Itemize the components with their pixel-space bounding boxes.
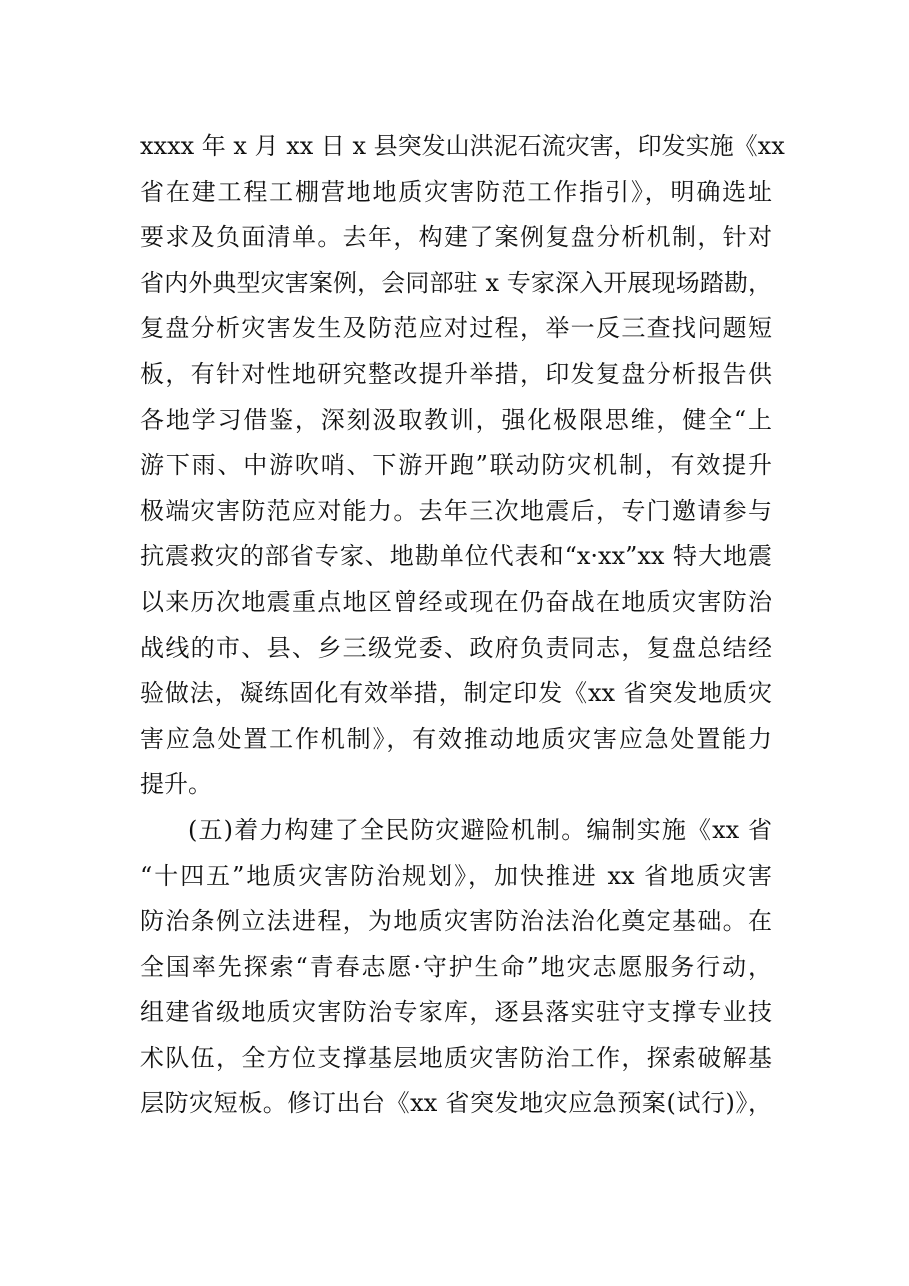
text-line: 要求及负面清单。去年，构建了案例复盘分析机制，针对 xyxy=(140,223,772,252)
text-line: 组建省级地质灾害防治专家库，逐县落实驻守支撑专业技 xyxy=(140,998,772,1027)
text-line: “十四五”地质灾害防治规划》，加快推进 xx 省地质灾害 xyxy=(140,861,772,890)
text-line: 以来历次地震重点地区曾经或现在仍奋战在地质灾害防治 xyxy=(140,587,772,616)
paragraph-2 xyxy=(140,808,772,1127)
text-line: 提升。 xyxy=(140,770,212,799)
text-line: 游下雨、中游吹哨、下游开跑”联动防灾机制，有效提升 xyxy=(140,451,772,480)
text-line: xxxx 年 x 月 xx 日 x 县突发山洪泥石流灾害，印发实施《xx xyxy=(140,132,785,160)
text-line: 省内外典型灾害案例，会同部驻 x 专家深入开展现场踏勘， xyxy=(140,268,772,297)
text-line: 害应急处置工作机制》，有效推动地质灾害应急处置能力 xyxy=(140,724,772,753)
text-line: 抗震救灾的部省专家、地勘单位代表和“x·xx”xx 特大地震 xyxy=(140,542,772,571)
text-line: 全国率先探索“青春志愿·守护生命”地灾志愿服务行动， xyxy=(140,952,772,981)
text-line: 层防灾短板。修订出台《xx 省突发地灾应急预案(试行)》， xyxy=(140,1089,772,1118)
paragraph-1 xyxy=(140,124,785,808)
text-line: 各地学习借鉴，深刻汲取教训，强化极限思维，健全“上 xyxy=(140,405,772,434)
text-line: 板，有针对性地研究整改提升举措，印发复盘分析报告供 xyxy=(140,359,772,388)
text-line: 复盘分析灾害发生及防范应对过程，举一反三查找问题短 xyxy=(140,314,772,343)
text-line: 省在建工程工棚营地地质灾害防范工作指引》，明确选址 xyxy=(140,177,772,206)
text-line: 防治条例立法进程，为地质灾害防治法治化奠定基础。在 xyxy=(140,907,772,936)
text-line: 术队伍，全方位支撑基层地质灾害防治工作，探索破解基 xyxy=(140,1043,772,1072)
text-line: 极端灾害防范应对能力。去年三次地震后，专门邀请参与 xyxy=(140,496,772,525)
text-line: 战线的市、县、乡三级党委、政府负责同志，复盘总结经 xyxy=(140,633,772,662)
document-body xyxy=(140,124,785,1127)
text-line: (五)着力构建了全民防灾避险机制。编制实施《xx 省 xyxy=(188,815,772,844)
text-line: 验做法，凝练固化有效举措，制定印发《xx 省突发地质灾 xyxy=(140,679,772,708)
